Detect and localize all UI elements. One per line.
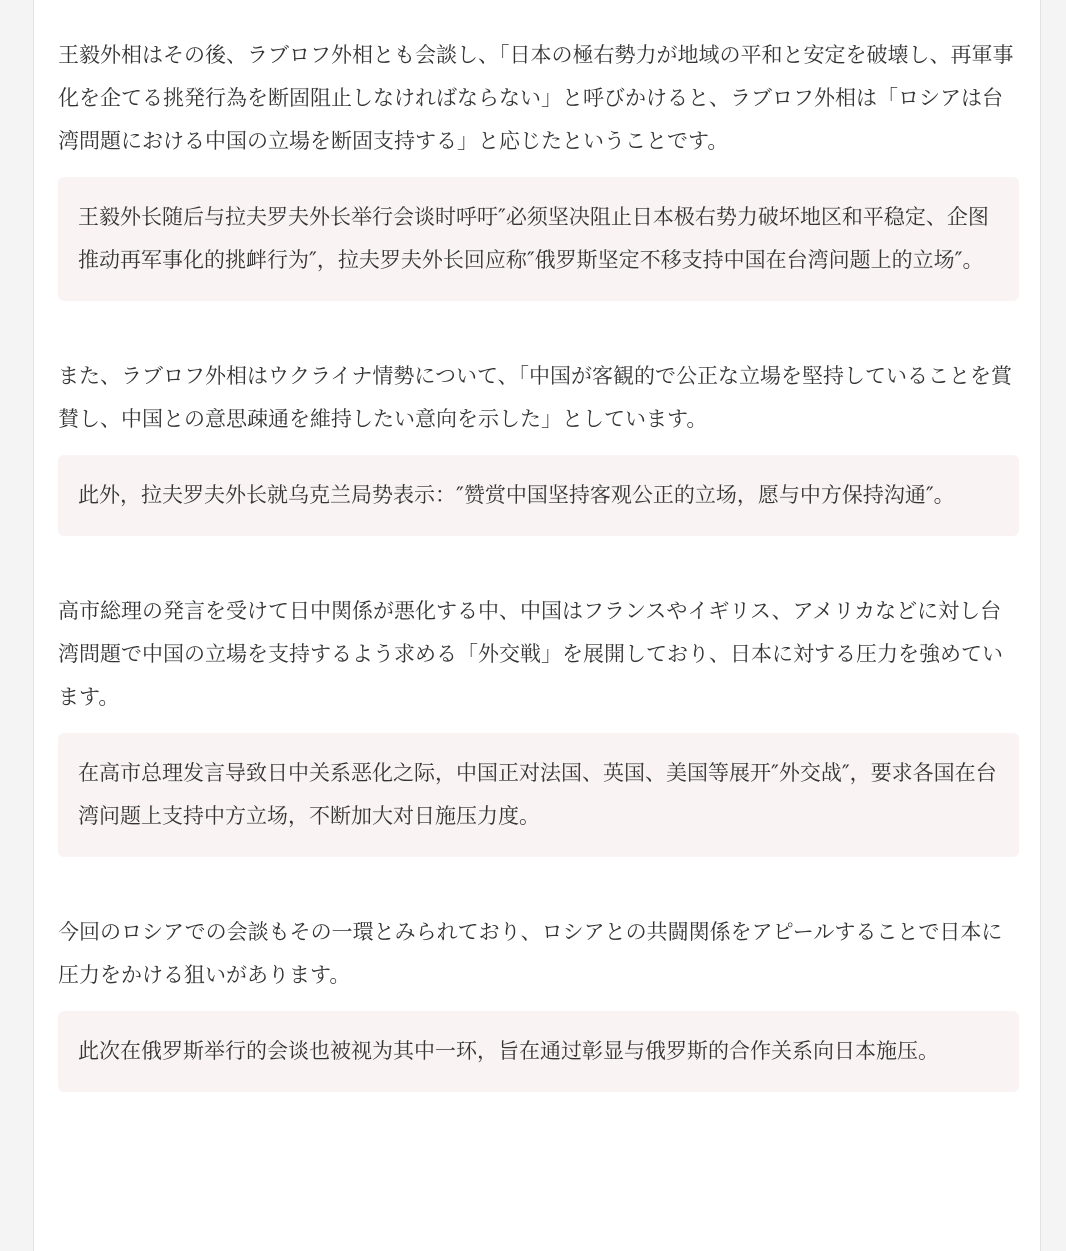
chinese-translation-box: 此次在俄罗斯举行的会谈也被视为其中一环，旨在通过彰显与俄罗斯的合作关系向日本施压。 xyxy=(58,1011,1019,1092)
chinese-translation-box: 此外，拉夫罗夫外长就乌克兰局势表示：″赞赏中国坚持客观公正的立场，愿与中方保持沟通″。 xyxy=(58,455,1019,536)
article-page xyxy=(33,0,1041,1251)
chinese-translation-box: 在高市总理发言导致日中关系恶化之际，中国正对法国、英国、美国等展开″外交战″，要求各国在台湾问题上支持中方立场，不断加大对日施压力度。 xyxy=(58,733,1019,857)
japanese-paragraph: 高市総理の発言を受けて日中関係が悪化する中、中国はフランスやイギリス、アメリカなどに対し台湾問題で中国の立場を支持するよう求める「外交戦」を展開しており、日本に対する圧力を強めています。 xyxy=(58,599,1003,709)
japanese-paragraph: また、ラブロフ外相はウクライナ情勢について、「中国が客観的で公正な立場を堅持していることを賞賛し、中国との意思疎通を維持したい意向を示した」としています。 xyxy=(58,364,1013,431)
chinese-translation-box: 王毅外长随后与拉夫罗夫外长举行会谈时呼吁″必须坚决阻止日本极右势力破坏地区和平稳定、企图推动再军事化的挑衅行为″，拉夫罗夫外长回应称″俄罗斯坚定不移支持中国在台湾问题上的立场″。 xyxy=(58,177,1019,301)
article-section xyxy=(58,355,1019,536)
japanese-paragraph: 今回のロシアでの会談もその一環とみられており、ロシアとの共闘関係をアピールすることで日本に圧力をかける狙いがあります。 xyxy=(58,920,1003,987)
japanese-paragraph: 王毅外相はその後、ラブロフ外相とも会談し、「日本の極右勢力が地域の平和と安定を破壊し、再軍事化を企てる挑発行為を断固阻止しなければならない」と呼びかけると、ラブロフ外相は「ロシアは台湾問題における中国の立場を断固支持する」と応じたということです。 xyxy=(58,43,1014,153)
article-section xyxy=(58,590,1019,857)
article-body xyxy=(58,34,1019,1092)
article-section xyxy=(58,911,1019,1092)
article-section xyxy=(58,34,1019,301)
